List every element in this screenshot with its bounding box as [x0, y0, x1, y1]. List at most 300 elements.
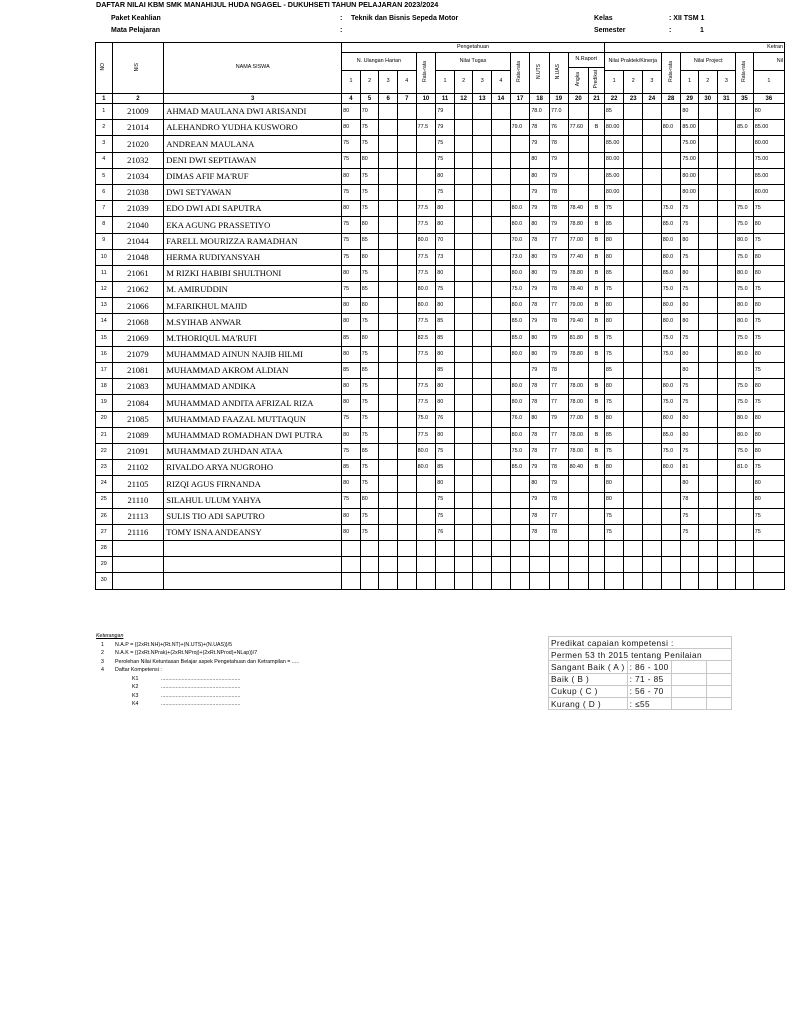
paket-colon: : — [340, 15, 343, 22]
keterangan-item — [96, 658, 299, 667]
score-cell: 77.60 — [568, 120, 589, 136]
score-cell: 75 — [360, 508, 379, 524]
kompetensi-code: K1 — [132, 675, 139, 682]
column-number-cell: 28 — [661, 94, 681, 104]
student-name-cell: MUHAMMAD ZUHDAN ATAA — [164, 443, 342, 459]
score-cell — [568, 136, 589, 152]
score-cell — [717, 120, 736, 136]
keterangan-item — [96, 649, 299, 658]
score-cell: 80 — [604, 476, 624, 492]
col-header-nama: NAMA SISWA — [164, 43, 342, 94]
score-cell: 78 — [530, 443, 550, 459]
kelas-value: : XII TSM 1 — [669, 15, 705, 22]
score-cell — [549, 573, 568, 589]
predikat-range: : 86 - 100 — [627, 661, 671, 673]
score-cell — [454, 573, 473, 589]
score-cell: 80 — [753, 427, 784, 443]
table-row — [96, 104, 785, 120]
score-cell — [698, 492, 717, 508]
score-cell: 75 — [753, 201, 784, 217]
score-cell — [454, 298, 473, 314]
score-cell: 80 — [436, 427, 455, 443]
keterangan-text: Daftar Kompetensi : — [115, 667, 162, 673]
score-cell — [589, 476, 605, 492]
score-cell — [624, 265, 643, 281]
score-cell: 76 — [436, 411, 455, 427]
student-name-cell: M.THORIQUL MA'RUFI — [164, 330, 342, 346]
col-header-predikat: Predikat — [589, 67, 605, 94]
score-cell — [492, 427, 511, 443]
score-cell: 80.0 — [736, 314, 754, 330]
score-cell: 78 — [549, 492, 568, 508]
score-cell — [473, 443, 492, 459]
score-cell — [589, 492, 605, 508]
score-cell: 75.0 — [416, 411, 436, 427]
score-cell — [473, 120, 492, 136]
score-cell — [397, 395, 416, 411]
column-number-cell: 30 — [698, 94, 717, 104]
score-cell: B — [589, 427, 605, 443]
student-name-cell: ANDREAN MAULANA — [164, 136, 342, 152]
score-cell: 78.00 — [568, 395, 589, 411]
table-row — [96, 460, 785, 476]
col-header-rata-project: Rata-rata — [736, 53, 754, 94]
score-cell — [681, 541, 699, 557]
score-cell: 75 — [342, 411, 361, 427]
score-cell: 75 — [360, 136, 379, 152]
score-cell: 75 — [436, 282, 455, 298]
score-cell — [643, 476, 662, 492]
grade-table-wrapper — [95, 42, 783, 623]
table-row — [96, 379, 785, 395]
score-cell: 80 — [530, 476, 550, 492]
score-cell — [473, 379, 492, 395]
kompetensi-list — [96, 675, 299, 709]
nis-cell: 21066 — [112, 298, 164, 314]
score-cell: 79.40 — [568, 314, 589, 330]
score-cell: 80 — [681, 265, 699, 281]
score-cell: 79 — [549, 411, 568, 427]
score-cell: 80.0 — [510, 427, 530, 443]
score-cell — [717, 492, 736, 508]
student-name-cell: EKA AGUNG PRASSETIYO — [164, 217, 342, 233]
score-cell — [379, 492, 398, 508]
score-cell — [589, 524, 605, 540]
score-cell — [492, 168, 511, 184]
score-cell — [397, 524, 416, 540]
score-cell — [661, 508, 681, 524]
score-cell: 78.00 — [568, 443, 589, 459]
score-cell — [698, 541, 717, 557]
score-cell: 75 — [436, 492, 455, 508]
score-cell — [492, 184, 511, 200]
score-cell — [510, 104, 530, 120]
score-cell: B — [589, 201, 605, 217]
score-cell — [624, 427, 643, 443]
score-cell: 75 — [681, 217, 699, 233]
score-cell — [454, 443, 473, 459]
table-row — [96, 184, 785, 200]
nis-cell: 21039 — [112, 201, 164, 217]
score-cell — [473, 233, 492, 249]
score-cell: 80 — [342, 298, 361, 314]
score-cell: 80 — [530, 265, 550, 281]
score-cell: B — [589, 282, 605, 298]
score-cell: 80 — [753, 443, 784, 459]
score-cell: 80 — [436, 217, 455, 233]
column-number-cell: 24 — [643, 94, 662, 104]
score-cell: 80 — [753, 379, 784, 395]
score-cell: 75 — [360, 460, 379, 476]
score-cell — [549, 541, 568, 557]
score-cell — [643, 201, 662, 217]
score-cell: 78 — [549, 460, 568, 476]
score-cell: 75 — [342, 282, 361, 298]
score-cell — [736, 136, 754, 152]
score-cell: 79 — [530, 460, 550, 476]
score-cell: 75 — [360, 524, 379, 540]
score-cell: B — [589, 120, 605, 136]
score-cell: 80.0 — [416, 233, 436, 249]
semester-colon: : — [669, 27, 672, 34]
score-cell — [454, 557, 473, 573]
score-cell — [589, 104, 605, 120]
student-name-cell — [164, 557, 342, 573]
score-cell — [510, 557, 530, 573]
score-cell — [661, 492, 681, 508]
score-cell — [510, 152, 530, 168]
score-cell: 80 — [360, 298, 379, 314]
score-cell: 76 — [549, 120, 568, 136]
table-row — [96, 524, 785, 540]
nis-cell: 21089 — [112, 427, 164, 443]
score-cell: 75 — [753, 460, 784, 476]
score-cell — [643, 104, 662, 120]
score-cell — [473, 282, 492, 298]
column-number-cell: 6 — [379, 94, 398, 104]
score-cell: 85 — [604, 427, 624, 443]
row-number-cell: 18 — [96, 379, 113, 395]
keterangan-item — [96, 641, 299, 650]
score-cell — [717, 476, 736, 492]
score-cell: 75 — [360, 395, 379, 411]
score-cell: 75 — [753, 282, 784, 298]
col-header-ulangan: N. Ulangan Harian — [342, 53, 416, 71]
paket-value: Teknik dan Bisnis Sepeda Motor — [351, 15, 459, 22]
score-cell — [379, 136, 398, 152]
table-row — [96, 541, 785, 557]
score-cell — [661, 104, 681, 120]
score-cell — [492, 524, 511, 540]
score-cell — [454, 330, 473, 346]
score-cell: 78 — [549, 314, 568, 330]
score-cell: 80 — [604, 460, 624, 476]
score-cell: 75.0 — [736, 249, 754, 265]
score-cell: B — [589, 314, 605, 330]
score-cell — [736, 363, 754, 379]
score-cell — [473, 363, 492, 379]
score-cell: 77 — [549, 233, 568, 249]
score-cell: 79 — [549, 330, 568, 346]
table-row — [96, 573, 785, 589]
score-cell: 85.00 — [604, 136, 624, 152]
score-cell — [510, 573, 530, 589]
score-cell: 75.0 — [661, 330, 681, 346]
score-cell: 75 — [604, 508, 624, 524]
score-cell — [624, 120, 643, 136]
nis-cell: 21020 — [112, 136, 164, 152]
score-cell — [624, 476, 643, 492]
student-name-cell: EDO DWI ADI SAPUTRA — [164, 201, 342, 217]
score-cell — [492, 363, 511, 379]
score-cell — [698, 524, 717, 540]
col-header-praktek: Nilai Praktek/Kinerja — [604, 53, 661, 71]
score-cell — [379, 152, 398, 168]
score-cell — [379, 265, 398, 281]
score-cell — [698, 411, 717, 427]
row-number-cell: 16 — [96, 346, 113, 362]
score-cell — [416, 363, 436, 379]
score-cell — [510, 508, 530, 524]
score-cell — [416, 557, 436, 573]
score-cell: 75 — [753, 395, 784, 411]
score-cell — [589, 541, 605, 557]
score-cell: B — [589, 298, 605, 314]
score-cell: B — [589, 395, 605, 411]
score-cell — [717, 557, 736, 573]
predikat-table — [548, 636, 732, 710]
score-cell — [416, 476, 436, 492]
score-cell — [436, 557, 455, 573]
score-cell — [379, 557, 398, 573]
score-cell — [379, 184, 398, 200]
score-cell: B — [589, 346, 605, 362]
score-cell: 75 — [360, 265, 379, 281]
nis-cell — [112, 573, 164, 589]
score-cell — [589, 184, 605, 200]
score-cell — [379, 330, 398, 346]
score-cell: 85.00 — [681, 120, 699, 136]
score-cell: 78.80 — [568, 265, 589, 281]
score-cell: B — [589, 460, 605, 476]
score-cell: 80.0 — [416, 282, 436, 298]
score-cell: 79 — [549, 249, 568, 265]
student-name-cell: MUHAMMAD ANDITA AFRIZAL RIZA — [164, 395, 342, 411]
row-number-cell: 6 — [96, 184, 113, 200]
kelas-label: Kelas — [594, 15, 613, 22]
score-cell: 75 — [342, 217, 361, 233]
sub-header-tugas-2: 2 — [454, 71, 473, 94]
score-cell: 78.00 — [568, 379, 589, 395]
score-cell — [510, 363, 530, 379]
predikat-subtitle: Permen 53 th 2015 tentang Penilaian — [549, 649, 732, 661]
score-cell — [454, 541, 473, 557]
score-cell — [698, 363, 717, 379]
score-cell — [568, 184, 589, 200]
score-cell — [698, 379, 717, 395]
table-row — [96, 346, 785, 362]
score-cell — [624, 508, 643, 524]
score-cell — [473, 298, 492, 314]
kompetensi-blank: ...................................................... — [161, 675, 241, 682]
score-cell: 80.0 — [416, 460, 436, 476]
score-cell — [698, 314, 717, 330]
predikat-label: Kurang ( D ) — [549, 697, 628, 709]
score-cell: 75 — [604, 346, 624, 362]
score-cell: 73 — [436, 249, 455, 265]
score-cell — [643, 217, 662, 233]
score-cell: 80 — [604, 233, 624, 249]
student-name-cell: AHMAD MAULANA DWI ARISANDI — [164, 104, 342, 120]
score-cell — [624, 330, 643, 346]
score-cell — [473, 541, 492, 557]
col-header-no: NO — [96, 43, 113, 94]
row-number-cell: 2 — [96, 120, 113, 136]
table-row — [96, 476, 785, 492]
nis-cell: 21034 — [112, 168, 164, 184]
score-cell — [342, 573, 361, 589]
keterangan-title: Keterangan — [96, 633, 124, 639]
score-cell: 79 — [549, 217, 568, 233]
score-cell: 85.0 — [510, 330, 530, 346]
score-cell — [698, 573, 717, 589]
score-cell: 75 — [360, 314, 379, 330]
score-cell — [624, 201, 643, 217]
score-cell — [397, 298, 416, 314]
score-cell — [717, 168, 736, 184]
score-cell: 80 — [604, 411, 624, 427]
table-row — [96, 233, 785, 249]
score-cell: 80.0 — [510, 217, 530, 233]
score-cell — [454, 104, 473, 120]
score-cell — [416, 492, 436, 508]
score-cell — [643, 395, 662, 411]
score-cell — [379, 573, 398, 589]
score-cell — [397, 557, 416, 573]
row-number-cell: 9 — [96, 233, 113, 249]
score-cell — [510, 524, 530, 540]
score-cell — [717, 330, 736, 346]
score-cell — [454, 217, 473, 233]
score-cell: B — [589, 330, 605, 346]
score-cell: 80 — [342, 168, 361, 184]
score-cell — [454, 476, 473, 492]
score-cell — [379, 379, 398, 395]
score-cell: 75 — [681, 524, 699, 540]
score-cell — [473, 152, 492, 168]
score-cell: 77.5 — [416, 395, 436, 411]
score-cell — [492, 541, 511, 557]
row-number-cell: 11 — [96, 265, 113, 281]
score-cell: 80.0 — [661, 249, 681, 265]
score-cell — [473, 395, 492, 411]
score-cell — [698, 427, 717, 443]
table-row — [96, 557, 785, 573]
score-cell — [698, 557, 717, 573]
score-cell: 80 — [753, 217, 784, 233]
nis-cell: 21081 — [112, 363, 164, 379]
score-cell — [661, 152, 681, 168]
score-cell — [530, 573, 550, 589]
student-name-cell — [164, 573, 342, 589]
score-cell — [492, 136, 511, 152]
score-cell — [360, 541, 379, 557]
kompetensi-item — [96, 683, 299, 692]
sub-header-uh-3: 3 — [379, 71, 398, 94]
score-cell — [473, 573, 492, 589]
score-cell: 77.5 — [416, 427, 436, 443]
nis-cell: 21009 — [112, 104, 164, 120]
score-cell: 75 — [681, 395, 699, 411]
score-cell: 80.0 — [510, 346, 530, 362]
student-name-cell: ALEHANDRO YUDHA KUSWORO — [164, 120, 342, 136]
score-cell: 75.0 — [736, 201, 754, 217]
score-cell: 80.00 — [753, 184, 784, 200]
score-cell: 75 — [604, 443, 624, 459]
score-cell — [416, 524, 436, 540]
score-cell: 85.0 — [510, 314, 530, 330]
score-cell: 75 — [342, 184, 361, 200]
score-cell — [492, 443, 511, 459]
column-number-cell: 22 — [604, 94, 624, 104]
score-cell — [717, 379, 736, 395]
score-cell — [473, 460, 492, 476]
score-cell: 75 — [436, 152, 455, 168]
score-cell: 75 — [436, 508, 455, 524]
sub-header-tugas-1: 1 — [436, 71, 455, 94]
score-cell — [568, 152, 589, 168]
score-cell — [397, 379, 416, 395]
score-cell: 85 — [360, 443, 379, 459]
score-cell — [624, 314, 643, 330]
student-name-cell: RIVALDO ARYA NUGROHO — [164, 460, 342, 476]
score-cell: 75.00 — [681, 136, 699, 152]
score-cell — [454, 314, 473, 330]
score-cell: 75 — [681, 330, 699, 346]
nis-cell: 21083 — [112, 379, 164, 395]
column-number-cell: 29 — [681, 94, 699, 104]
row-number-cell: 23 — [96, 460, 113, 476]
predikat-range: : 56 - 70 — [627, 685, 671, 697]
kompetensi-item — [96, 675, 299, 684]
score-cell — [397, 363, 416, 379]
score-cell: B — [589, 443, 605, 459]
score-cell: 79 — [530, 492, 550, 508]
score-cell — [397, 346, 416, 362]
score-cell: 75 — [753, 363, 784, 379]
score-cell: 75.0 — [736, 217, 754, 233]
score-cell — [397, 168, 416, 184]
score-cell: 75 — [360, 201, 379, 217]
column-number-cell: 17 — [510, 94, 530, 104]
score-cell: 80 — [753, 346, 784, 362]
score-cell: 85.0 — [510, 460, 530, 476]
score-cell — [530, 541, 550, 557]
sub-header-tugas-4: 4 — [492, 71, 511, 94]
score-cell: 79.0 — [510, 120, 530, 136]
score-cell: 75 — [360, 476, 379, 492]
score-cell — [698, 460, 717, 476]
score-cell — [492, 249, 511, 265]
score-cell: 70 — [436, 233, 455, 249]
score-cell: 78 — [530, 233, 550, 249]
table-row — [96, 152, 785, 168]
score-cell: 80 — [681, 411, 699, 427]
score-cell — [379, 411, 398, 427]
row-number-cell: 1 — [96, 104, 113, 120]
score-cell: 80 — [530, 249, 550, 265]
score-cell — [736, 508, 754, 524]
